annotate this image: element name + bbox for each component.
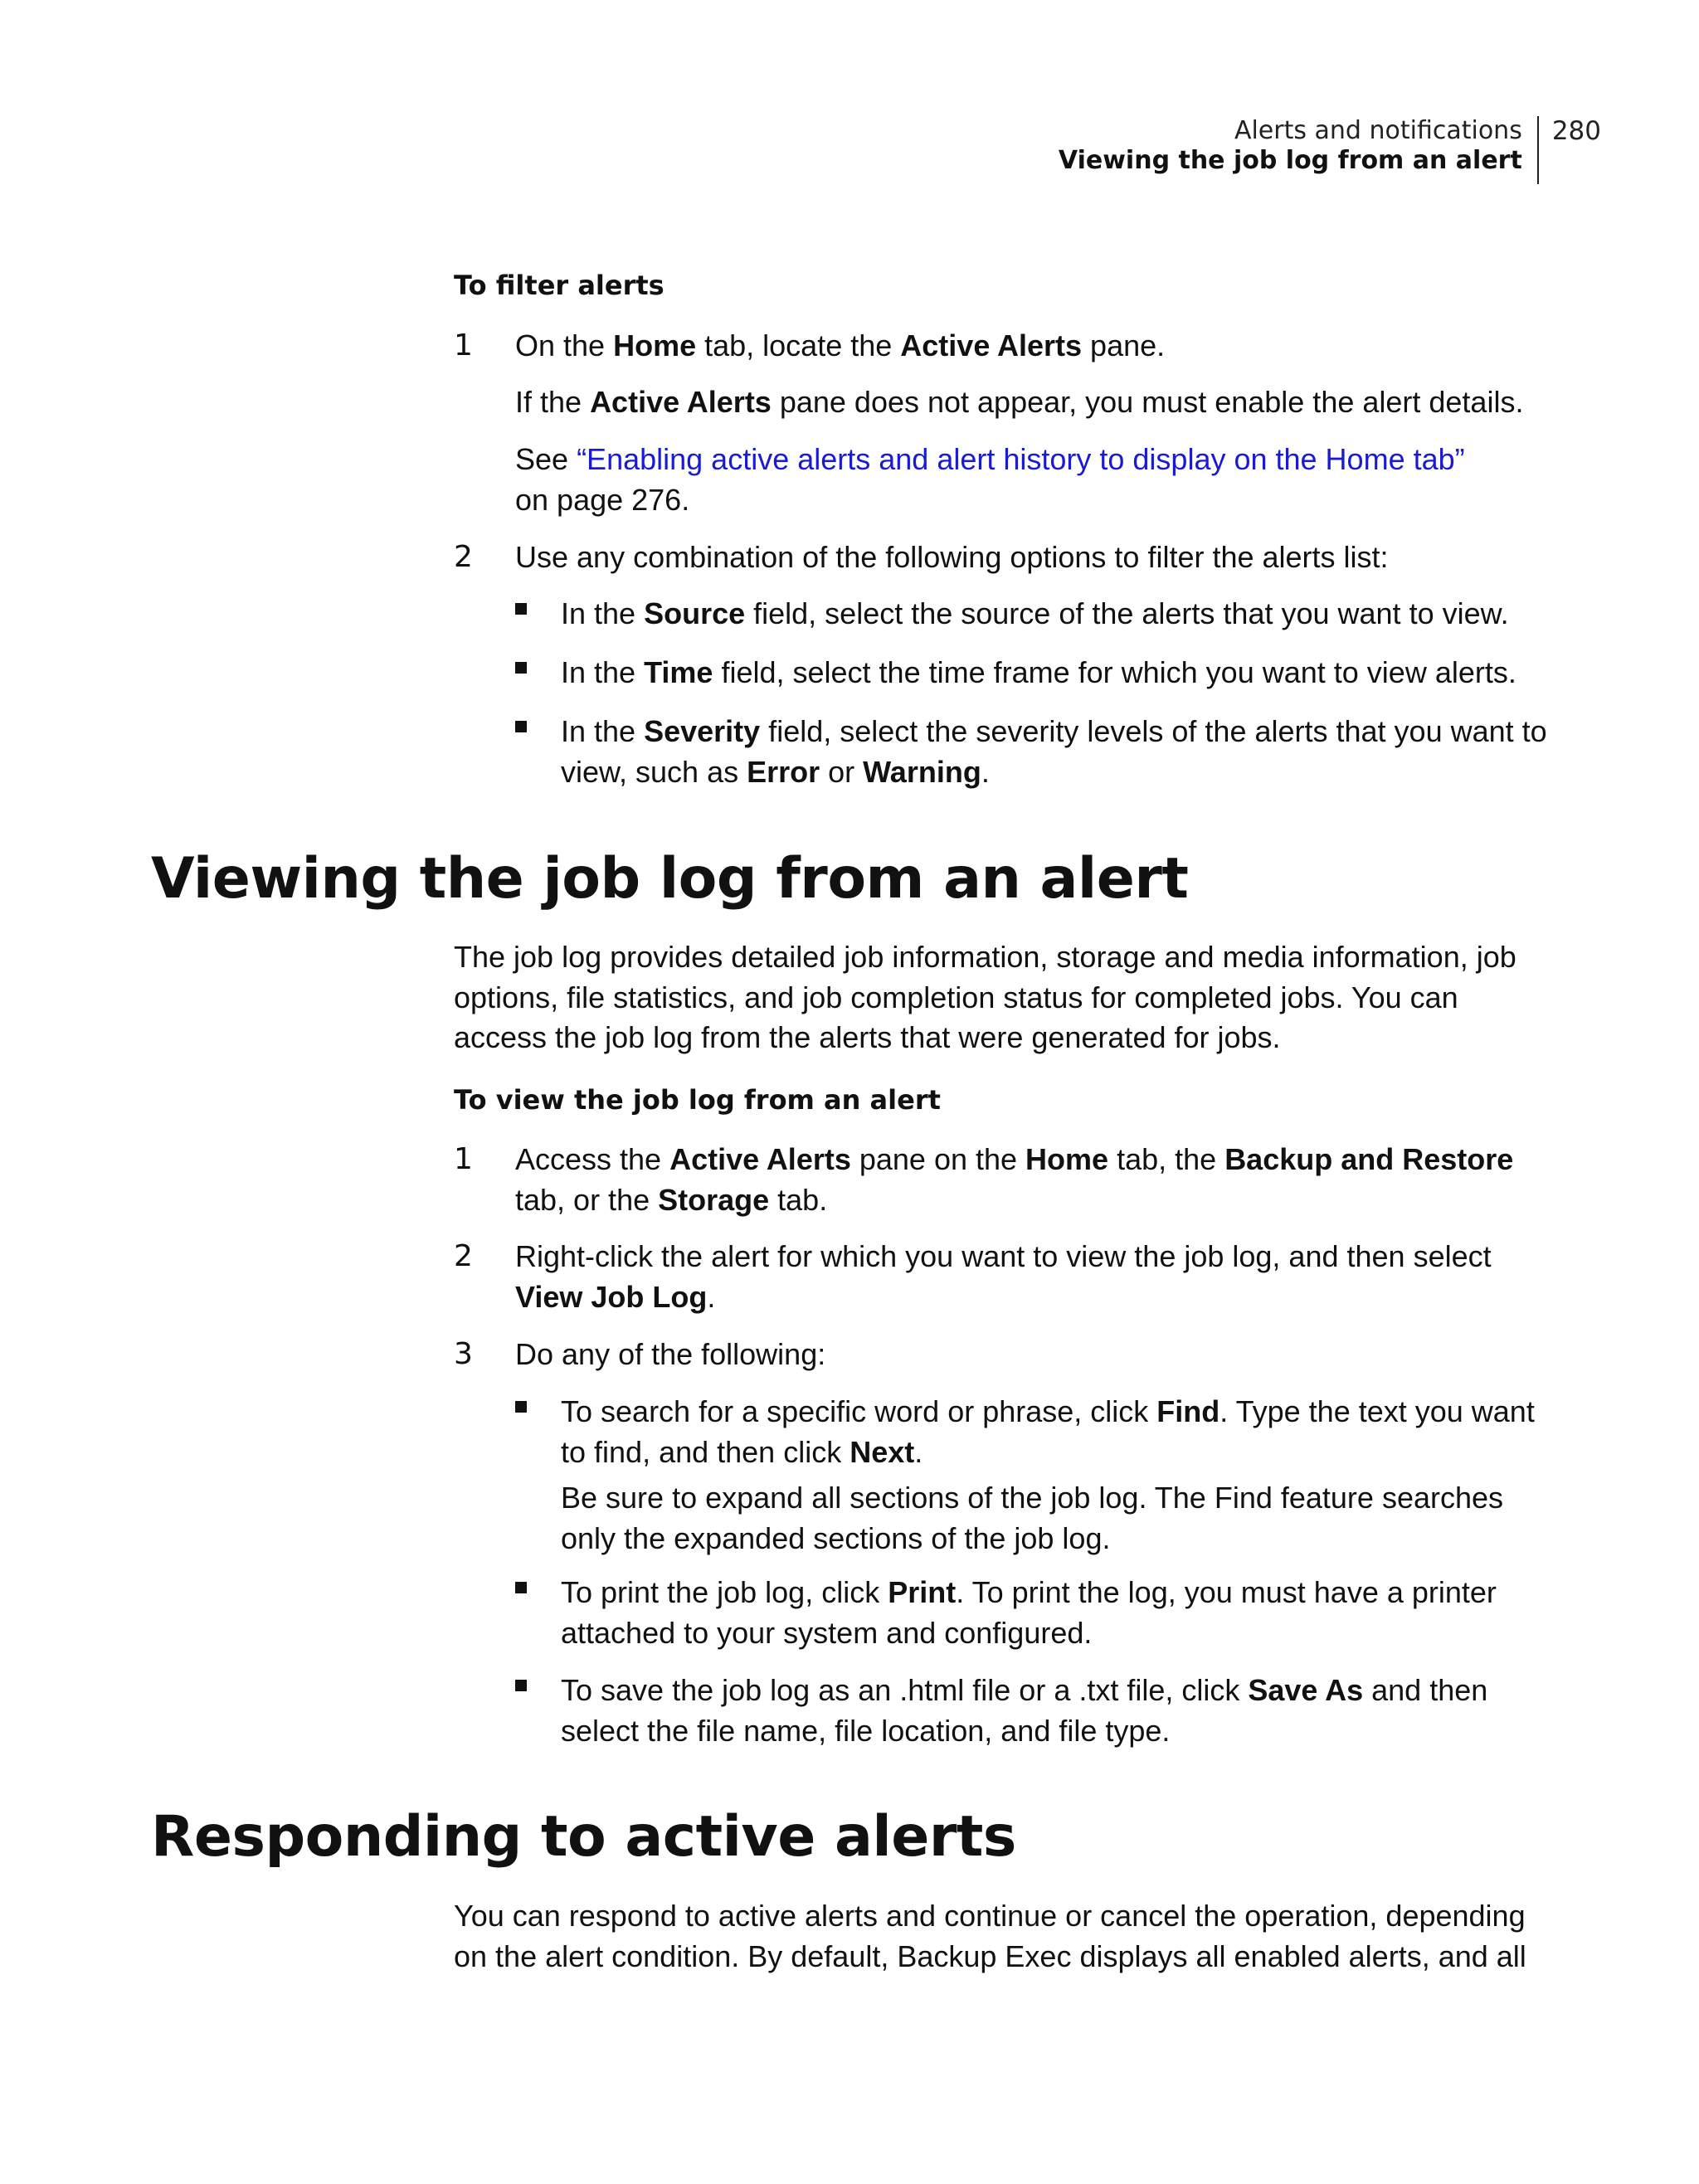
section-intro: The job log provides detailed job information, storage and media information, job options, file statistics, and job completion status for completed jobs. You can access the job log from the alerts that were generated for jobs. [454,940,1516,1054]
text-run: . [707,1279,716,1314]
step-number: 2 [454,540,473,574]
ui-term: Active Alerts [669,1142,851,1176]
step-text: Do any of the following: [515,1337,826,1371]
step-text [515,1237,1552,1317]
bullet-item [561,594,1556,635]
text-run: To print the job log, click [561,1575,888,1609]
step-text [515,1140,1552,1220]
step-number: 3 [454,1337,473,1371]
bullet-marker [515,1582,527,1593]
ui-term: Warning [863,754,981,789]
text-run: . To print the log, you must have a printer attached to your system and configured. [561,1575,1497,1650]
ui-term: Error [747,754,820,789]
text-run: . Type the text you want to find, and then click [561,1394,1535,1469]
procedure-title-view-job-log: To view the job log from an alert [454,1084,941,1116]
bullet-item [561,1392,1556,1472]
ui-term: Home [1025,1142,1109,1176]
text-run: On the [515,328,614,362]
bullet-item [561,653,1556,693]
ui-term: Severity [644,714,761,748]
step-note [515,382,1552,423]
ui-term: Source [644,596,746,630]
ui-term: Save As [1248,1673,1364,1707]
text-run: In the [561,714,645,748]
step-number: 1 [454,1142,473,1176]
text-run: See [515,442,577,476]
step-number: 1 [454,328,473,362]
step-text: Use any combination of the following options to filter the alerts list: [515,540,1389,574]
cross-reference-link[interactable]: “Enabling active alerts and alert history to display on the Home tab” [577,442,1465,476]
ui-term: Home [613,328,697,362]
text-run: tab. [769,1182,828,1217]
step-text [515,326,1552,367]
text-run: tab, locate the [696,328,901,362]
page-number: 280 [1551,116,1601,146]
step-number: 2 [454,1239,473,1273]
bullet-item [561,712,1556,792]
text-run: tab, the [1108,1142,1225,1176]
text-run: In the [561,596,645,630]
procedure-title-filter-alerts: To filter alerts [454,270,665,301]
bullet-marker [515,721,527,732]
bullet-item [561,1671,1556,1751]
running-header-text [1059,116,1539,184]
text-run: Access the [515,1142,670,1176]
text-run: pane. [1082,328,1166,362]
ui-term: View Job Log [515,1279,708,1314]
text-run: If the [515,385,591,419]
text-run: tab, or the [515,1182,659,1217]
bullet-note: Be sure to expand all sections of the job log. The Find feature searches only the expanded sections of the job log. [561,1481,1504,1555]
text-run: pane does not appear, you must enable the alert details. [771,385,1524,419]
ui-term: Active Alerts [900,328,1083,362]
ui-term: Active Alerts [590,385,772,419]
text-run: field, select the source of the alerts that you want to view. [745,596,1509,630]
ui-term: Next [850,1434,915,1469]
ui-term: Storage [658,1182,770,1217]
text-run: Right-click the alert for which you want to view the job log, and then select [515,1239,1492,1273]
text-run: To save the job log as an .html file or a .txt file, click [561,1673,1249,1707]
header-topic-title: Viewing the job log from an alert [1058,146,1522,175]
text-run: on page 276. [515,482,690,517]
ui-term: Backup and Restore [1224,1142,1514,1176]
text-run: field, select the severity levels of the alerts that you want to view, such as [561,714,1547,789]
bullet-marker [515,603,527,615]
text-run: pane on the [850,1142,1026,1176]
ui-term: Print [888,1575,957,1609]
text-run: To search for a specific word or phrase, click [561,1394,1157,1428]
text-run: . [914,1434,923,1469]
section-heading-responding: Responding to active alerts [151,1804,1016,1870]
text-run: and then select the file name, file location, and file type. [561,1673,1488,1748]
header-section-name: Alerts and notifications [1234,116,1522,145]
text-run: field, select the time frame for which you want to view alerts. [713,655,1516,689]
ui-term: Time [644,655,713,689]
ui-term: Find [1156,1394,1220,1428]
text-run: . [981,754,990,789]
bullet-marker [515,1680,527,1691]
bullet-marker [515,662,527,674]
bullet-item [561,1573,1556,1653]
text-run: or [820,754,864,789]
section-heading-job-log: Viewing the job log from an alert [151,846,1189,912]
running-header [1059,116,1601,184]
text-run: In the [561,655,645,689]
section-intro: You can respond to active alerts and continue or cancel the operation, depending on the alert condition. By default, Backup Exec displays all enabled alerts, and all [454,1899,1526,1973]
bullet-marker [515,1401,527,1413]
cross-reference [515,440,1552,520]
